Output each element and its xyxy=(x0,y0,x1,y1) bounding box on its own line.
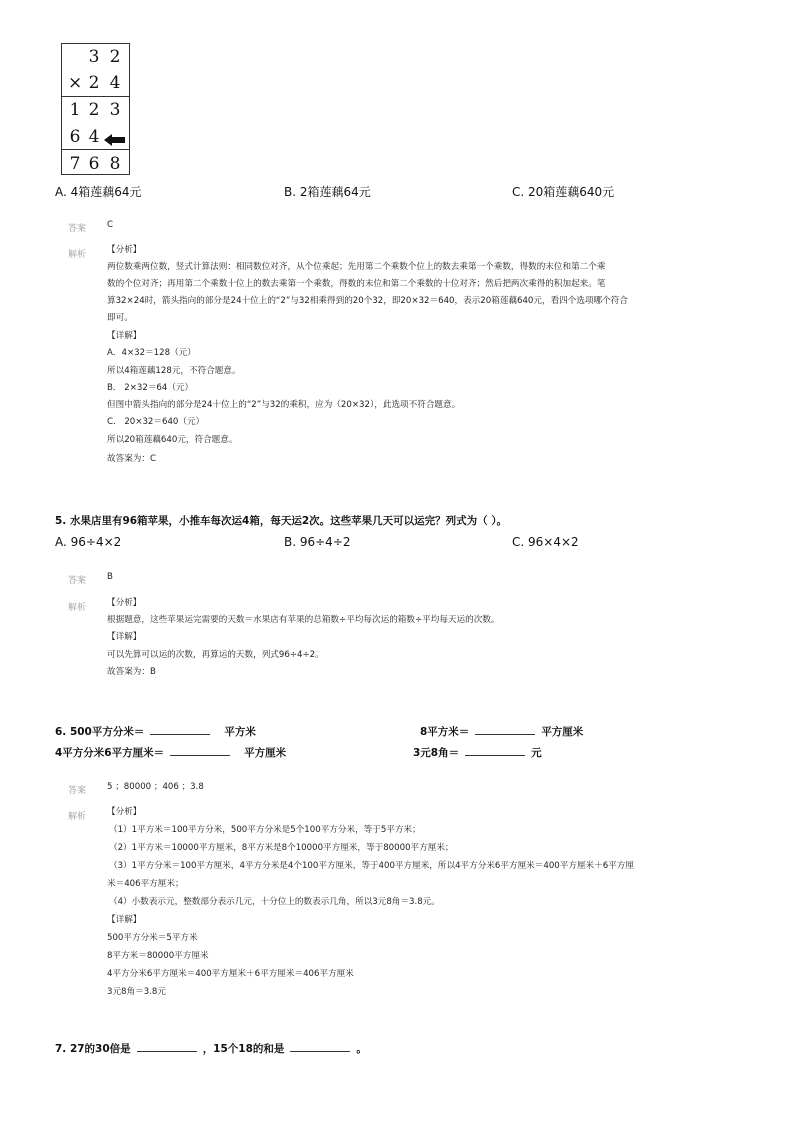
analysis-line: （1）1平方米＝100平方分米，500平方分米是5个100平方分米，等于5平方米； xyxy=(109,825,421,835)
analysis-line: 根据题意，这些苹果运完需要的天数＝水果店有苹果的总箱数÷平均每次运的箱数÷平均每天运的次数。 xyxy=(107,615,500,625)
figure-divider xyxy=(62,149,129,150)
analysis-line: C． 20×32＝640（元） xyxy=(107,417,205,427)
figure-cell: 7 xyxy=(69,154,81,174)
figure-cell: 2 xyxy=(109,47,121,67)
multiplication-figure xyxy=(61,43,130,175)
q6-text: 4平方分米6平方厘米＝ xyxy=(55,747,165,759)
figure-row-2 xyxy=(62,73,129,95)
figure-row-1 xyxy=(62,47,129,69)
q5-option-c: C. 96×4×2 xyxy=(512,535,579,549)
q7-text: ，15个18的和是 xyxy=(202,1043,285,1055)
q6-line2-left xyxy=(55,745,286,760)
q4-answer: C xyxy=(107,220,114,230)
q6-text: 平方厘米 xyxy=(541,726,584,738)
q5-option-b: B. 96÷4÷2 xyxy=(284,535,351,549)
q5-analysis xyxy=(107,595,500,681)
analysis-line: 所以4箱莲藕128元，不符合题意。 xyxy=(107,366,241,376)
analysis-line: B． 2×32＝64（元） xyxy=(107,383,194,393)
left-arrow-icon xyxy=(104,134,126,146)
q6-analysis-label: 解析 xyxy=(68,812,87,822)
q4-option-b: B. 2箱莲藕64元 xyxy=(284,185,371,199)
figure-cell: 6 xyxy=(88,154,100,174)
q7-question xyxy=(55,1041,367,1056)
q6-answer: 5 ；80000 ；406 ；3.8 xyxy=(107,782,204,792)
analysis-line: 故答案为：B xyxy=(107,667,156,677)
analysis-line: 所以20箱莲藕640元，符合题意。 xyxy=(107,435,238,445)
analysis-line: 【分析】 xyxy=(107,598,142,608)
analysis-line: 【详解】 xyxy=(107,331,142,341)
analysis-line: A．4×32＝128（元） xyxy=(107,348,196,358)
analysis-line: 【分析】 xyxy=(107,807,142,817)
analysis-line: （2）1平方米＝10000平方厘米，8平方米是8个10000平方厘米，等于80000平方厘米； xyxy=(109,843,454,853)
analysis-line: 可以先算可以运的次数，再算运的天数，列式96÷4÷2。 xyxy=(107,650,324,660)
q6-text: 平方厘米 xyxy=(244,747,287,759)
q4-answer-label: 答案 xyxy=(68,224,87,234)
analysis-line: 3元8角＝3.8元 xyxy=(107,987,166,997)
q6-line1-left xyxy=(55,724,256,739)
analysis-line: 故答案为：C xyxy=(107,454,156,464)
answer-blank[interactable] xyxy=(170,745,230,756)
answer-blank[interactable] xyxy=(475,724,535,735)
analysis-line: 【详解】 xyxy=(107,632,142,642)
figure-row-5 xyxy=(62,154,129,176)
figure-cell: 3 xyxy=(109,100,121,120)
analysis-line: 8平方米＝80000平方厘米 xyxy=(107,951,209,961)
analysis-line: 【分析】 xyxy=(107,245,142,255)
analysis-line: 米＝406平方厘米； xyxy=(107,879,184,889)
analysis-line: 4平方分米6平方厘米＝400平方厘米＋6平方厘米＝406平方厘米 xyxy=(107,969,354,979)
q7-text: 7. 27的30倍是 xyxy=(55,1043,131,1055)
q5-option-a: A. 96÷4×2 xyxy=(55,535,122,549)
q5-analysis-label: 解析 xyxy=(68,603,87,613)
q6-text: 6. 500平方分米＝ xyxy=(55,726,145,738)
answer-blank[interactable] xyxy=(137,1041,197,1052)
q6-analysis xyxy=(107,803,634,1001)
analysis-line: 【详解】 xyxy=(107,915,142,925)
analysis-line: 算32×24时，箭头指向的部分是24十位上的“2”与32相乘得到的20个32，即20×32＝640，表示20箱莲藕640元，看四个选项哪个符合 xyxy=(107,296,628,306)
figure-row-3 xyxy=(62,100,129,122)
q6-line2-right xyxy=(413,745,542,760)
q7-text: 。 xyxy=(356,1043,367,1055)
q6-text: 8平方米＝ xyxy=(420,726,470,738)
analysis-line: 但图中箭头指向的部分是24十位上的“2”与32的乘积，应为（20×32），此选项不符合题意。 xyxy=(107,400,461,410)
analysis-line: 即可。 xyxy=(107,313,133,323)
figure-cell: 2 xyxy=(88,73,100,93)
q5-question: 5. 水果店里有96箱苹果，小推车每次运4箱，每天运2次。这些苹果几天可以运完？列式为（ ）。 xyxy=(55,515,508,527)
q4-analysis-label: 解析 xyxy=(68,250,87,260)
figure-divider xyxy=(62,96,129,97)
q4-analysis xyxy=(107,241,628,468)
answer-blank[interactable] xyxy=(290,1041,350,1052)
figure-cell: 6 xyxy=(69,127,81,147)
figure-cell: × xyxy=(68,73,83,93)
figure-cell: 4 xyxy=(88,127,100,147)
q4-option-c: C. 20箱莲藕640元 xyxy=(512,185,615,199)
figure-cell: 3 xyxy=(88,47,100,67)
q5-answer-label: 答案 xyxy=(68,576,87,586)
analysis-line: 两位数乘两位数，竖式计算法则：相同数位对齐，从个位乘起；先用第二个乘数个位上的数去乘第一个乘数，得数的末位和第二个乘 xyxy=(107,262,606,272)
q6-line1-right xyxy=(420,724,583,739)
figure-cell: 2 xyxy=(88,100,100,120)
analysis-line: 500平方分米＝5平方米 xyxy=(107,933,198,943)
figure-cell: 4 xyxy=(109,73,121,93)
answer-blank[interactable] xyxy=(465,745,525,756)
figure-cell: 8 xyxy=(109,154,121,174)
q6-text: 3元8角＝ xyxy=(413,747,460,759)
analysis-line: （3）1平方分米＝100平方厘米，4平方分米是4个100平方厘米，等于400平方厘米，所以4平方分米6平方厘米＝400平方厘米＋6平方厘 xyxy=(109,861,634,871)
figure-cell: 1 xyxy=(69,100,81,120)
q6-text: 平方米 xyxy=(224,726,256,738)
answer-blank[interactable] xyxy=(150,724,210,735)
q6-text: 元 xyxy=(531,747,542,759)
q5-answer: B xyxy=(107,572,113,582)
analysis-line: （4）小数表示元，整数部分表示几元，十分位上的数表示几角，所以3元8角＝3.8元。 xyxy=(109,897,440,907)
analysis-line: 数的个位对齐；再用第二个乘数十位上的数去乘第一个乘数，得数的末位和第二个乘数的十位对齐；然后把两次乘得的积加起来。笔 xyxy=(107,279,606,289)
q6-answer-label: 答案 xyxy=(68,786,87,796)
q4-option-a: A. 4箱莲藕64元 xyxy=(55,185,142,199)
